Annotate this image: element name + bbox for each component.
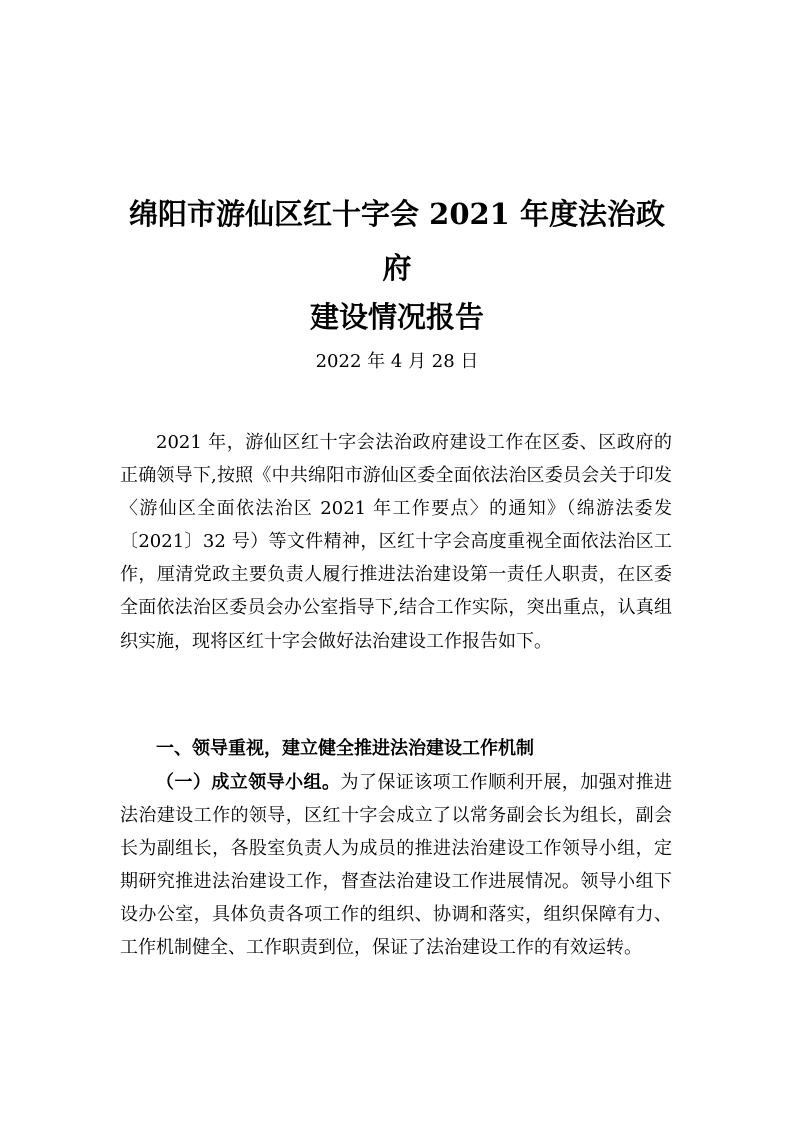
document-title-line-1: 绵阳市游仙区红十字会 2021 年度法治政 xyxy=(129,197,665,231)
subsection-text: 为了保证该项工作顺利开展，加强对推进法治建设工作的领导，区红十字会成立了以常务副会长为组长，副会长为副组长，各股室负责人为成员的推进法治建设工作领导小组，定期研究推进法治建设工作，督查法治建设工作进展情况。领导小组下设办公室，具体负责各项工作的组织、协调和落实，组织保障有力、工作机制健全、工作职责到位，保证了法治建设工作的有效运转。 xyxy=(120,772,673,959)
document-title-line-2: 府 xyxy=(382,251,412,285)
subsection-paragraph xyxy=(120,766,672,965)
document-title-line-3: 建设情况报告 xyxy=(309,300,484,334)
intro-paragraph: 2021 年，游仙区红十字会法治政府建设工作在区委、区政府的正确领导下,按照《中共绵阳市游仙区委全面依法治区委员会关于印发〈游仙区全面依法治区 2021 年工作要点〉的通知》（绵游法委发〔2021〕32 号）等文件精神，区红十字会高度重视全面依法治区工作，厘清党政主要负责人履行推进法治建设第一责任人职责，在区委全面依法治区委员会办公室指导下,结合工作实际，突出重点，认真组织实施，现将区红十字会做好法治建设工作报告如下。 xyxy=(120,432,672,652)
subsection-heading: （一）成立领导小组。 xyxy=(156,772,341,793)
intro-section xyxy=(120,426,672,658)
subsection-1 xyxy=(120,766,672,965)
document-date: 2022 年 4 月 28 日 xyxy=(315,351,479,372)
section-heading-1: 一、领导重视，建立健全推进法治建设工作机制 xyxy=(156,738,534,759)
